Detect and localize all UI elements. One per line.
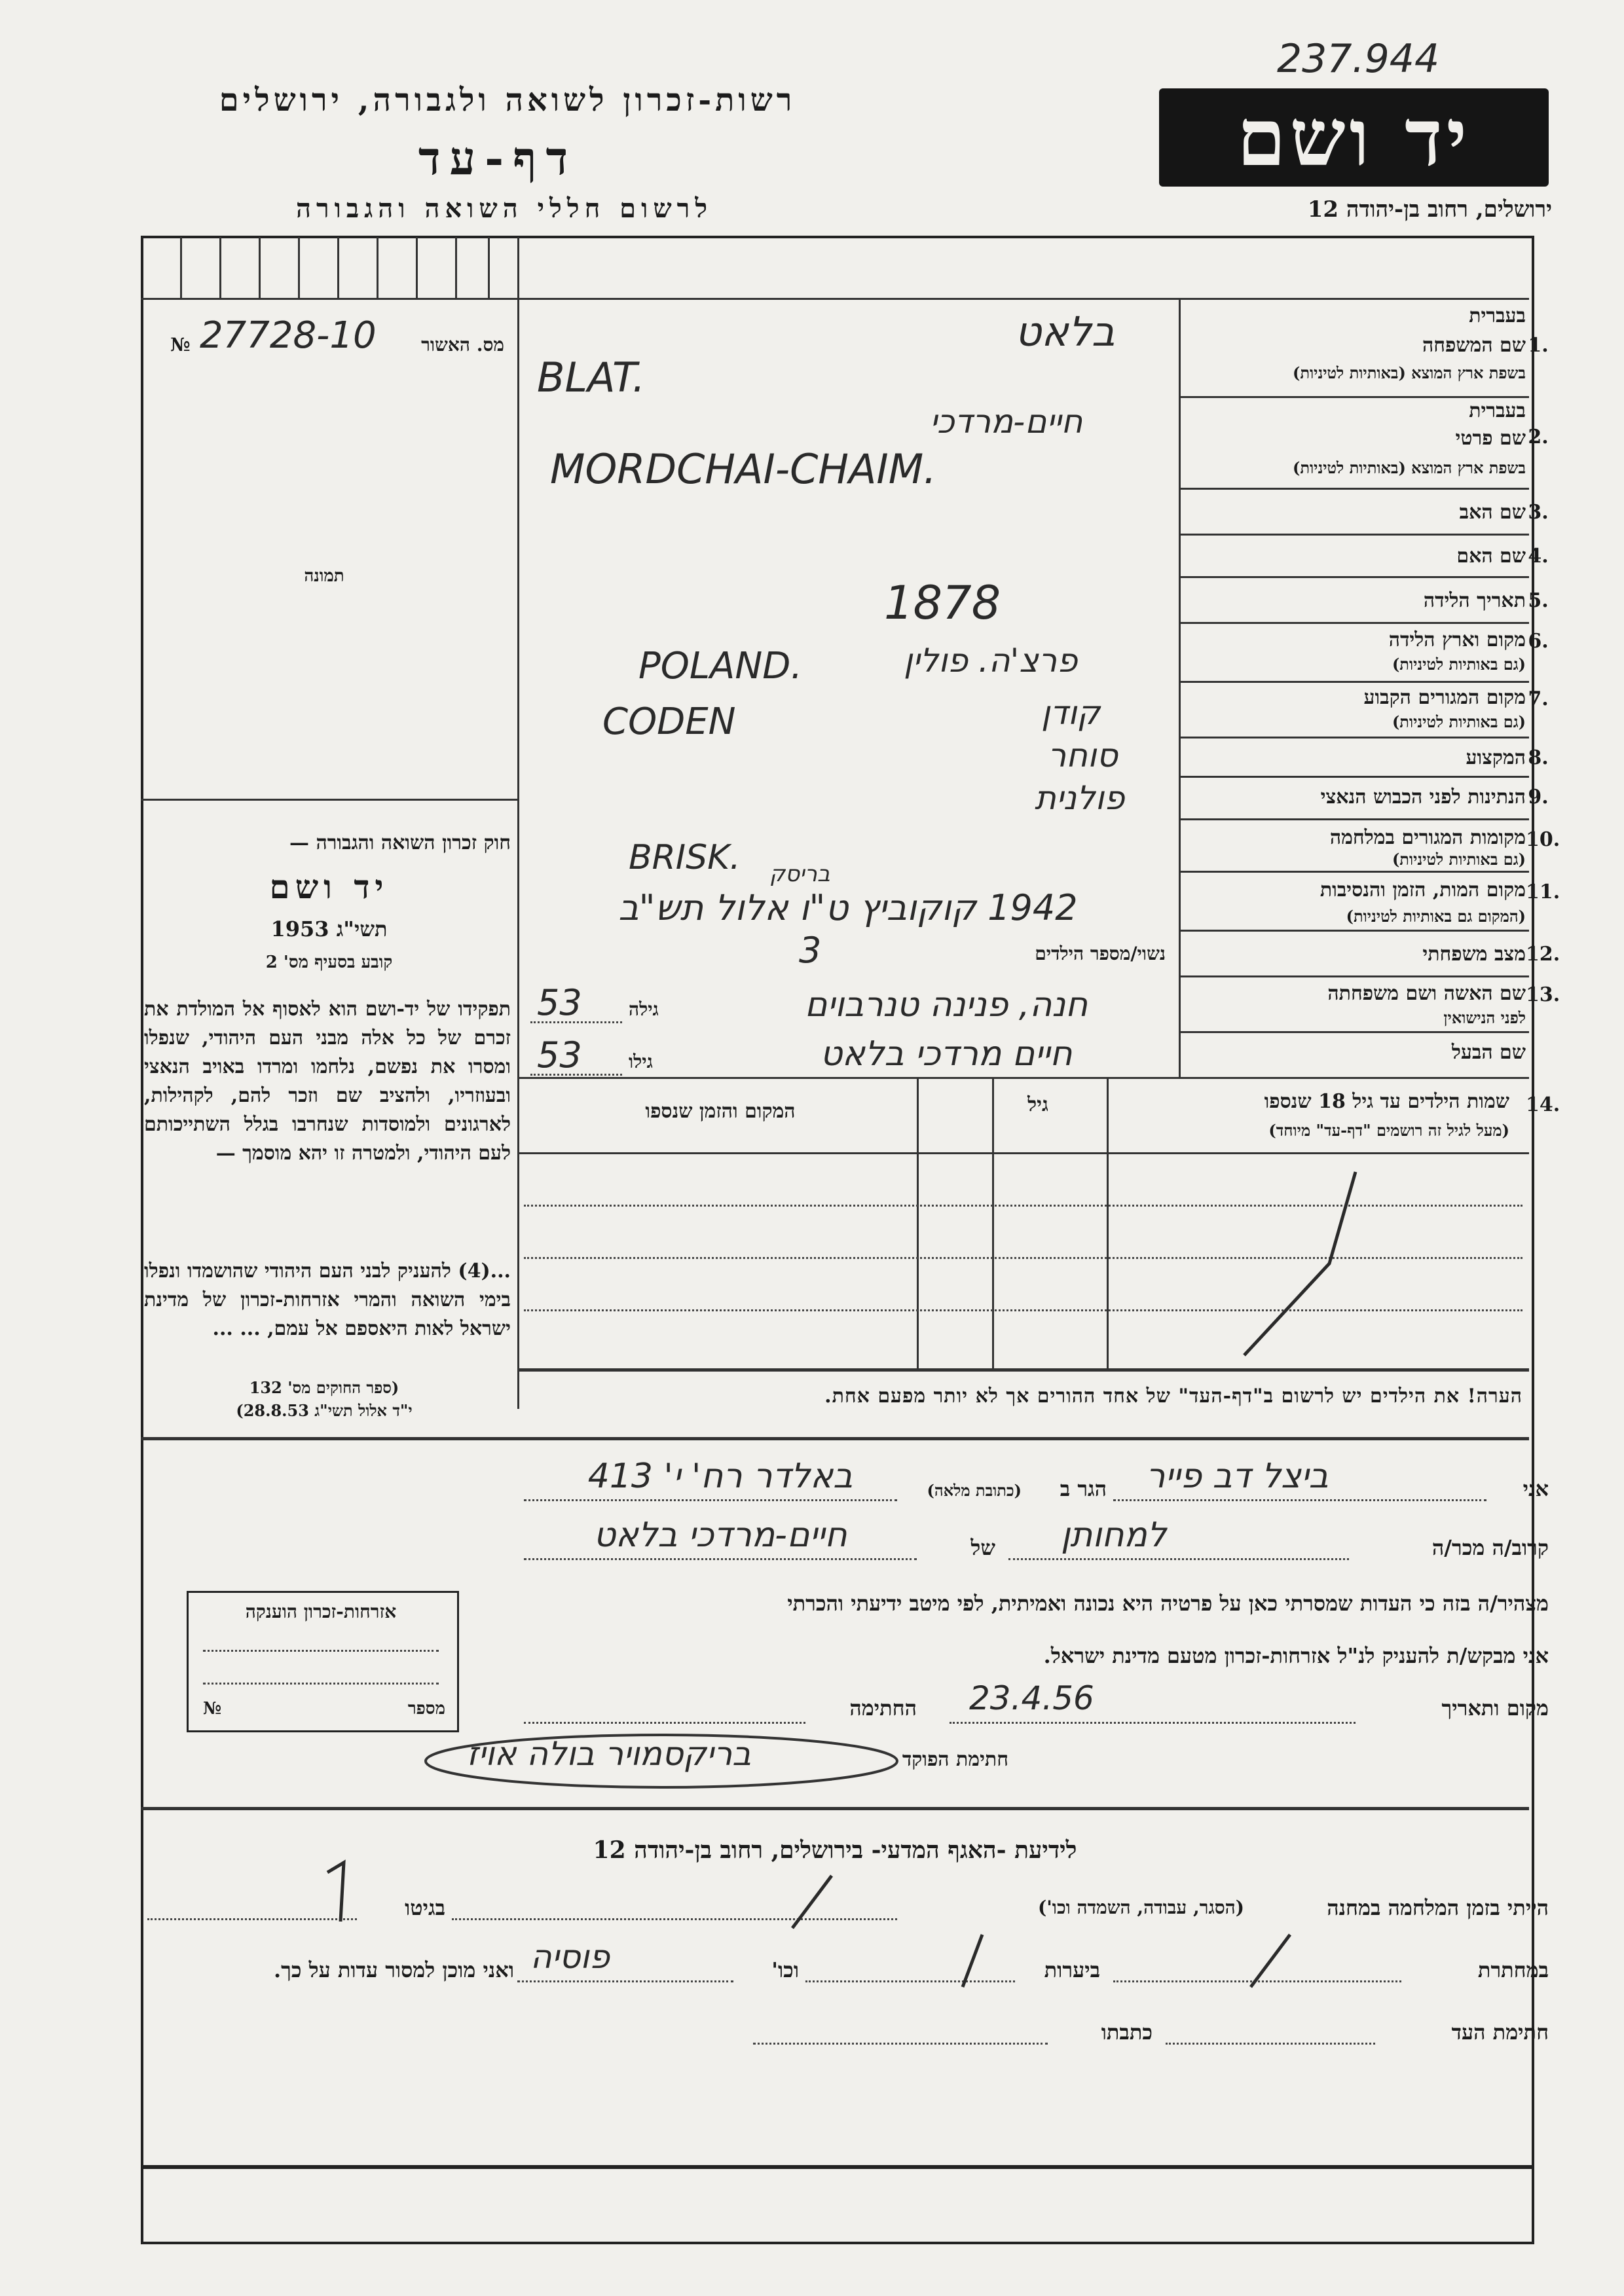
field-7-sub: (גם באותיות לטיניות) <box>1392 712 1526 731</box>
form-title: דף-עד <box>418 131 578 185</box>
field-12-sub: נשוי/מספר הילדים <box>1035 943 1166 964</box>
law-ref-1: (ספר החוקים מס' 132 <box>249 1378 399 1397</box>
top-annotation: 237.944 <box>1277 36 1440 82</box>
strip-div-7 <box>416 237 418 298</box>
footer-line1-end: בגיטו <box>405 1895 445 1920</box>
field-9-num: 9. <box>1528 786 1549 809</box>
row-sep-13 <box>1179 1031 1529 1033</box>
first-name-latin: MORDCHAI-CHAIM. <box>550 445 936 493</box>
witness-relation: למחותן <box>1061 1516 1167 1555</box>
field-5-num: 5. <box>1528 589 1549 612</box>
decl-of-label: של <box>970 1535 995 1560</box>
family-name-hebrew: בלאט <box>1015 308 1115 355</box>
top-strip-rule <box>141 298 1529 300</box>
row-sep-3 <box>1179 534 1529 536</box>
witness-name: ביצל דב פייר <box>1146 1457 1329 1496</box>
decl-i-label: אני <box>1522 1476 1549 1501</box>
signature-dots <box>524 1722 805 1724</box>
husband-age-label: גילו <box>629 1051 653 1072</box>
first-name-hebrew: חיים-מרדכי <box>930 403 1083 441</box>
children-row-1 <box>524 1205 1522 1207</box>
row-sep-10 <box>1179 871 1529 873</box>
field-11-label: מקום המות, הזמן והנסיבות <box>1320 879 1526 902</box>
footer-sign-label: חתימת העד <box>1451 2020 1549 2045</box>
children-title: שמות הילדים עד גיל 18 שנספו <box>1264 1090 1509 1113</box>
note: הערה! את הילדים יש לרשום ב"דף-העד" של אחד ההורים אך לא יותר מפעם אחת. <box>824 1385 1522 1408</box>
decl-signature-label: החתימה <box>849 1696 917 1721</box>
wife-age: 53 <box>537 982 582 1023</box>
field-13-label: שם האשה ושם משפחתה <box>1327 982 1526 1005</box>
field-1-label: שם המשפחה <box>1422 334 1526 357</box>
note-bottom-rule <box>141 1437 1529 1440</box>
children-subtitle: (מעל לגיל זה רושמים "דף-עד" מיוחד) <box>1268 1121 1509 1140</box>
certificate-no-prefix: № <box>203 1699 222 1719</box>
photo-box-bottom <box>141 799 517 801</box>
authority-name: רשות-זכרון לשואה ולגבורה, ירושלים <box>219 82 796 118</box>
address: ירושלים, רחוב בן-יהודה 12 <box>1307 196 1552 223</box>
field-2-sub: בשפת ארץ המוצא (באותיות לטיניות) <box>1293 458 1526 477</box>
field-10-sub: (גם באותיות לטיניות) <box>1392 850 1526 869</box>
underground-strike-mark <box>1244 1931 1297 1990</box>
wartime-residence-latin: BRISK. <box>629 838 741 877</box>
issuer-stamp-outline <box>419 1728 904 1794</box>
left-col-divider <box>517 237 519 1409</box>
field-2-num: 2. <box>1528 426 1549 448</box>
field-10-num: 10. <box>1526 828 1560 851</box>
field-1-num: 1. <box>1528 334 1549 357</box>
decl-statement-1: מצהיר/ה בזה כי העדות שמסרתי כאן על פרטיה היא נכונה ואמיתית, לפי מיטב ידיעתי והכרתי <box>787 1591 1549 1616</box>
row-sep-11 <box>1179 930 1529 932</box>
form-subtitle: לרשום חללי השואה והגבורה <box>295 193 713 224</box>
camp-strike-mark <box>786 1872 838 1931</box>
date-dots <box>950 1722 1356 1724</box>
field-10-label: מקומות המגורים במלחמה <box>1329 826 1526 849</box>
footer-line2-end: ואני מוכן למסור עדות על כך. <box>273 1958 514 1982</box>
profession: סוחר <box>1048 737 1118 774</box>
footer-line2-a: במחתרת <box>1477 1958 1549 1982</box>
row-sep-1 <box>1179 396 1529 398</box>
residence-hebrew: קודן <box>1041 694 1101 732</box>
field-7-num: 7. <box>1528 687 1549 710</box>
decl-place-date-label: מקום ותאריך <box>1441 1696 1549 1721</box>
field-2-label: שם פרטי <box>1455 427 1526 450</box>
field-4-label: שם האם <box>1456 545 1526 568</box>
strip-div-1 <box>180 237 182 298</box>
footer-line2-c: וכו' <box>771 1958 799 1982</box>
row-sep-9 <box>1179 818 1529 820</box>
row-sep-12 <box>1179 975 1529 977</box>
family-name-latin: BLAT. <box>537 354 646 401</box>
witness-address: באלדר רח' י' 413 <box>587 1457 853 1496</box>
decl-relative-label: קרוב/ה מכר/ה <box>1431 1535 1549 1560</box>
frame-bottom-rule <box>141 2165 1532 2169</box>
photo-label: תמונה <box>304 566 344 586</box>
field-5-label: תאריך הלידה <box>1423 589 1526 612</box>
decl-address-hint: (כתובת מלאה) <box>927 1481 1022 1500</box>
decl-issuer-label: חתימת הפוקד <box>902 1748 1008 1771</box>
footer-location-value: פוסיה <box>530 1938 610 1976</box>
residence-latin: CODEN <box>602 701 736 743</box>
law-text-1: תפקידו של יד-ושם הוא לאסוף אל המולדת את זכרם של כל אלה מבני העם היהודי, שנפלו ומסרו את נפשם, נלחמו ומרדו באויב הנאצי ובעוזריו, ולהציב שם וזכר להם, לקהילות, לארגונים ולמוסדות שנחרבו בגלל השתייכותם לעם היהודי, ולמטרה זו יהא מוסמך — <box>144 998 511 1165</box>
field-14-num: 14. <box>1526 1093 1560 1116</box>
approval-label: מס. האשור <box>421 334 504 355</box>
children-col-age: גיל <box>1027 1093 1048 1116</box>
field-11-sub: (המקום גם באותיות לטיניות) <box>1346 907 1526 926</box>
footer-line1-hint: (הסגר, עבודה, השמדה וכו') <box>1037 1897 1244 1918</box>
wife-age-label: גילה <box>629 998 659 1020</box>
field-3-label: שם האב <box>1459 501 1526 524</box>
children-col-div-2 <box>992 1077 994 1372</box>
row-sep-4 <box>1179 576 1529 578</box>
field-6-label: מקום וארץ הלידה <box>1388 629 1526 651</box>
field-3-num: 3. <box>1528 501 1549 524</box>
children-col-place-time: המקום והזמן שנספו <box>645 1100 796 1123</box>
footer-address-label: כתבתו <box>1101 2020 1153 2045</box>
certificate-number-label: מספר <box>407 1699 445 1719</box>
law-year: תשי"ג 1953 <box>270 917 388 941</box>
footer-title: לידיעת -האגף המדעי- בירושלים, רחוב בן-יהודה 12 <box>593 1836 1077 1864</box>
approval-no-prefix: № <box>170 334 191 355</box>
decl-resides-label: הגר ב <box>1060 1476 1107 1501</box>
children-row-2 <box>524 1257 1522 1259</box>
nationality: פולנית <box>1035 779 1125 817</box>
field-12-label: מצב משפחתי <box>1422 943 1526 966</box>
field-13-sub: לפני הנישואין <box>1443 1008 1526 1027</box>
field-6-sub: (גם באותיות לטיניות) <box>1392 655 1526 674</box>
footer-line2-b: ביערות <box>1044 1958 1100 1982</box>
field-7-label: מקום המגורים הקבוע <box>1363 686 1526 709</box>
yad-vashem-logo: יד ושם <box>1159 88 1549 187</box>
children-strike-mark <box>1231 1165 1362 1362</box>
footer-top-rule <box>141 1807 1529 1810</box>
law-clause: קובע בסעיף מס' 2 <box>265 953 393 972</box>
field-2-lang: בעברית <box>1469 399 1526 422</box>
wife-name: חנה, פנינה טנרבוים <box>804 985 1088 1025</box>
field-9-label: הנתינות לפני הכבוש הנאצי <box>1320 786 1526 809</box>
witness-address-dots <box>524 1499 897 1501</box>
forest-strike-mark <box>943 1931 995 1990</box>
law-ref-2: י"ד אלול תשי"ג 28.8.53) <box>236 1401 413 1420</box>
row-sep-8 <box>1179 776 1529 778</box>
children-col-div-3 <box>917 1077 919 1372</box>
field-12-num: 12. <box>1526 943 1560 966</box>
decl-statement-2: אני מבקש/ת להעניק לנ"ל אזרחות-זכרון מטעם מדינת ישראל. <box>1043 1643 1549 1668</box>
children-top-rule <box>517 1077 1529 1079</box>
strip-div-3 <box>259 237 261 298</box>
husband-age-dots <box>530 1074 622 1076</box>
law-text-2: ...(4) להעניק לבני העם היהודי שהושמדו ונפלו בימי השואה והמרי אזרחות-זכרון של מדינת ישראל לאות היאספם אל עמם, ... ... <box>144 1260 511 1340</box>
field-11-num: 11. <box>1526 881 1560 903</box>
victim-name-ref: חיים-מרדכי בלאט <box>593 1516 847 1555</box>
footer-line1-start: הייתי בזמן המלחמה במחנה <box>1327 1895 1549 1920</box>
location-dots <box>517 1980 733 1982</box>
row-sep-2 <box>1179 488 1529 490</box>
husband-name: חיים מרדכי בלאט <box>820 1034 1073 1074</box>
declaration-date: 23.4.56 <box>969 1679 1094 1717</box>
law-title: חוק זכרון השואה והגבורה — <box>289 831 511 854</box>
husband-age: 53 <box>537 1034 582 1076</box>
strip-div-5 <box>337 237 339 298</box>
certificate-title: אזרחות-זכרון הוענקה <box>245 1601 397 1622</box>
birth-date: 1878 <box>884 576 1001 630</box>
husband-label: שם הבעל <box>1451 1041 1526 1064</box>
field-4-num: 4. <box>1528 545 1549 568</box>
note-top-rule <box>517 1368 1529 1372</box>
row-sep-7 <box>1179 737 1529 738</box>
field-13-num: 13. <box>1526 983 1560 1006</box>
witness-name-dots <box>1113 1499 1486 1501</box>
certificate-dots-2 <box>203 1683 439 1685</box>
field-8-label: המקצוע <box>1466 746 1526 769</box>
death-place-time: 1942 קוקוביץ ט"ו אלול תש"ב <box>618 887 1078 928</box>
approval-number: 27728-10 <box>200 314 377 357</box>
witness-sign-dots <box>1166 2043 1375 2045</box>
row-sep-6 <box>1179 681 1529 683</box>
wartime-residence-hebrew: בריסק <box>769 861 830 887</box>
strip-div-4 <box>298 237 300 298</box>
certificate-dots-1 <box>203 1650 439 1652</box>
children-count: 3 <box>799 930 822 971</box>
victim-ref-dots <box>524 1558 917 1560</box>
wife-age-dots <box>530 1021 622 1023</box>
field-1-sub: בשפת ארץ המוצא (באותיות לטיניות) <box>1293 363 1526 382</box>
strip-div-2 <box>219 237 221 298</box>
strip-div-8 <box>455 237 457 298</box>
children-header-rule <box>517 1152 1529 1154</box>
relation-dots <box>1008 1558 1349 1560</box>
birth-place-hebrew: פרצ'ה. פולין <box>904 642 1078 680</box>
strip-div-6 <box>377 237 378 298</box>
strip-div-9 <box>488 237 490 298</box>
field-8-num: 8. <box>1528 746 1549 769</box>
ghetto-strike-mark <box>314 1853 367 1925</box>
issuer-signature: בריקסמויר בולה אויז <box>466 1735 752 1773</box>
field-6-num: 6. <box>1528 630 1549 653</box>
children-row-3 <box>524 1309 1522 1311</box>
children-col-div-1 <box>1107 1077 1109 1372</box>
witness-address-line <box>753 2043 1048 2045</box>
field-1-lang: בעברית <box>1469 304 1526 327</box>
law-name: יד ושם <box>269 867 389 906</box>
birth-place-latin: POLAND. <box>638 645 803 687</box>
row-sep-5 <box>1179 622 1529 624</box>
